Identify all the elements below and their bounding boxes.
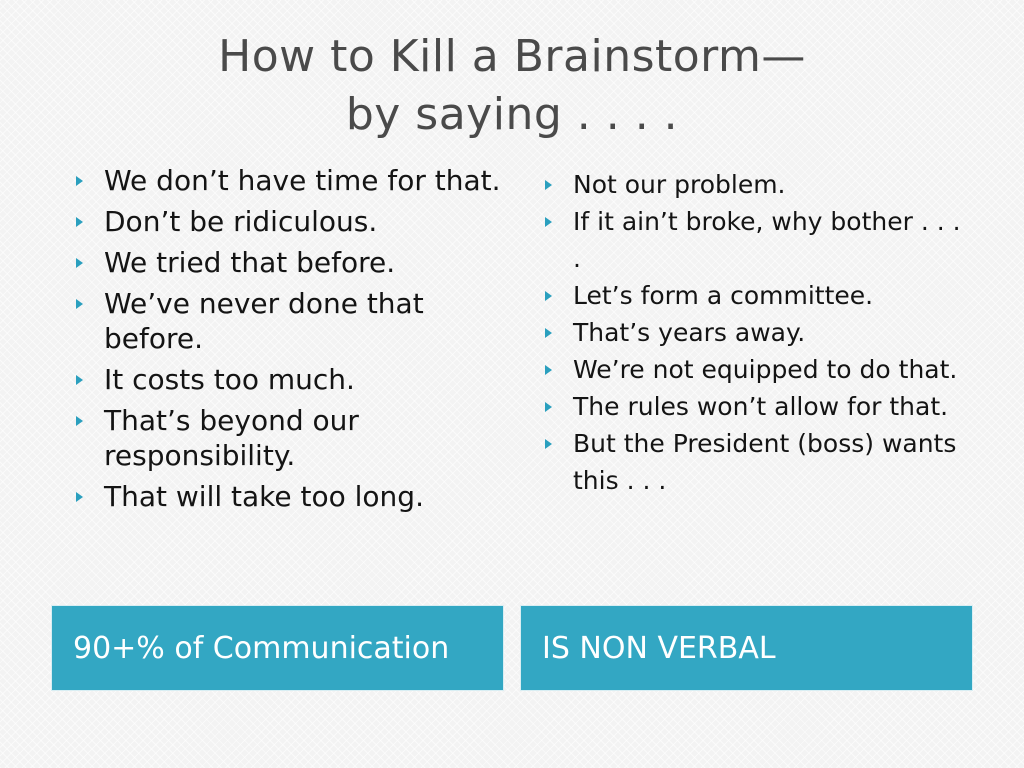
triangle-right-icon [545, 217, 552, 227]
list-item [76, 163, 506, 198]
title-line-2: by saying . . . . [345, 89, 679, 140]
triangle-right-icon [545, 365, 552, 375]
list-item [545, 277, 975, 314]
triangle-right-icon [76, 375, 83, 385]
right-bullet-list [545, 166, 975, 499]
list-item [76, 245, 506, 280]
list-item-text: We tried that before. [104, 246, 396, 279]
list-item-text: The rules won’t allow for that. [573, 392, 949, 421]
list-item [76, 286, 506, 356]
left-bullet-list [76, 163, 506, 520]
triangle-right-icon [76, 176, 83, 186]
list-item [545, 203, 975, 277]
list-item-text: It costs too much. [104, 363, 355, 396]
triangle-right-icon [76, 299, 83, 309]
list-item-text: If it ain’t broke, why bother . . . . [573, 207, 961, 273]
list-item-text: That will take too long. [104, 480, 424, 513]
list-item-text: We’ve never done that before. [104, 287, 424, 355]
triangle-right-icon [76, 217, 83, 227]
triangle-right-icon [545, 180, 552, 190]
list-item-text: We don’t have time for that. [104, 164, 501, 197]
list-item [76, 479, 506, 514]
triangle-right-icon [76, 416, 83, 426]
triangle-right-icon [545, 402, 552, 412]
list-item [76, 362, 506, 397]
list-item-text: That’s beyond our responsibility. [104, 404, 359, 472]
list-item-text: That’s years away. [573, 318, 806, 347]
triangle-right-icon [545, 291, 552, 301]
footer-box-right [520, 605, 973, 691]
triangle-right-icon [76, 492, 83, 502]
list-item [545, 425, 975, 499]
triangle-right-icon [76, 258, 83, 268]
footer-box-left [51, 605, 504, 691]
list-item-text: Don’t be ridiculous. [104, 205, 378, 238]
list-item-text: Not our problem. [573, 170, 786, 199]
title-line-1: How to Kill a Brainstorm— [218, 31, 806, 82]
list-item [545, 166, 975, 203]
list-item [545, 388, 975, 425]
triangle-right-icon [545, 439, 552, 449]
list-item-text: Let’s form a committee. [573, 281, 874, 310]
list-item [76, 403, 506, 473]
list-item-text: But the President (boss) wants this . . . [573, 429, 957, 495]
list-item [76, 204, 506, 239]
list-item [545, 351, 975, 388]
slide-title [0, 28, 1024, 144]
footer-left-text: 90+% of Communication [73, 631, 450, 666]
list-item [545, 314, 975, 351]
triangle-right-icon [545, 328, 552, 338]
footer-right-text: IS NON VERBAL [542, 631, 776, 666]
list-item-text: We’re not equipped to do that. [573, 355, 958, 384]
